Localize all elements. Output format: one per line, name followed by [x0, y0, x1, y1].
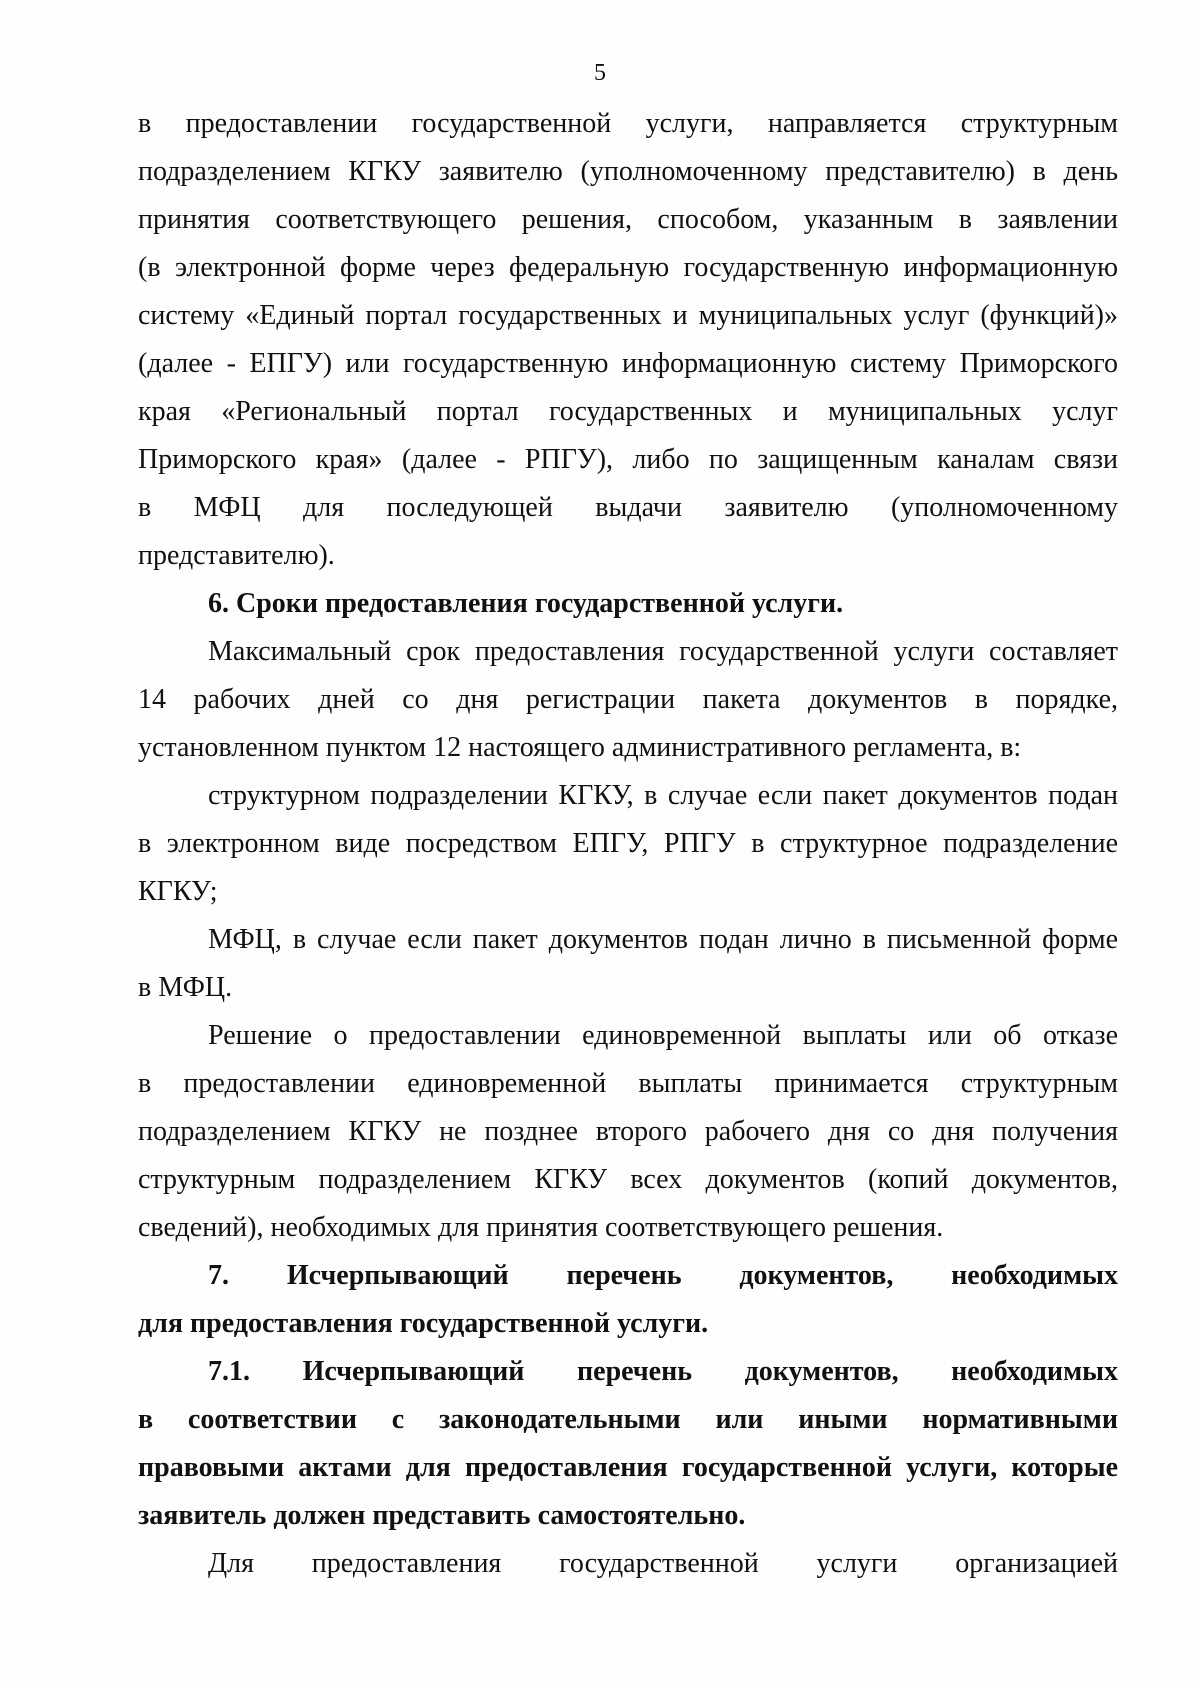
- subsection-heading: заявитель должен представить самостоятельно.: [138, 1500, 746, 1531]
- text-line: (в электронной форме через федеральную государственную информационную: [138, 252, 1118, 283]
- text-line: Решение о предоставлении единовременной выплаты или об отказе: [208, 1020, 1118, 1051]
- text-line: систему «Единый портал государственных и муниципальных услуг (функций)»: [138, 300, 1118, 331]
- section-heading: для предоставления государственной услуги.: [138, 1308, 709, 1339]
- page-number: 5: [594, 60, 606, 86]
- text-line: структурном подразделении КГКУ, в случае если пакет документов подан: [208, 780, 1118, 811]
- text-line: подразделением КГКУ заявителю (уполномоченному представителю) в день: [138, 156, 1118, 187]
- text-line: принятия соответствующего решения, способом, указанным в заявлении: [138, 204, 1118, 235]
- text-line: МФЦ, в случае если пакет документов подан лично в письменной форме: [208, 924, 1118, 955]
- text-line: в МФЦ.: [138, 972, 233, 1003]
- document-body: [138, 100, 1118, 1588]
- text-line: в электронном виде посредством ЕПГУ, РПГУ в структурное подразделение: [138, 828, 1118, 859]
- subsection-heading: правовыми актами для предоставления государственной услуги, которые: [138, 1452, 1118, 1483]
- text-line: в предоставлении единовременной выплаты принимается структурным: [138, 1068, 1118, 1099]
- subsection-heading: в соответствии с законодательными или иными нормативными: [138, 1404, 1118, 1435]
- text-line: Для предоставления государственной услуги организацией: [208, 1548, 1118, 1579]
- text-line: в МФЦ для последующей выдачи заявителю (уполномоченному: [138, 492, 1118, 523]
- text-line: КГКУ;: [138, 876, 218, 907]
- text-line: представителю).: [138, 540, 335, 571]
- section-heading: 7. Исчерпывающий перечень документов, необходимых: [208, 1260, 1118, 1291]
- section-heading: 6. Сроки предоставления государственной услуги.: [208, 588, 844, 619]
- text-line: Приморского края» (далее - РПГУ), либо по защищенным каналам связи: [138, 444, 1118, 475]
- text-line: структурным подразделением КГКУ всех документов (копий документов,: [138, 1164, 1118, 1195]
- subsection-heading: 7.1. Исчерпывающий перечень документов, необходимых: [208, 1356, 1118, 1387]
- text-line: в предоставлении государственной услуги, направляется структурным: [138, 108, 1118, 139]
- text-line: (далее - ЕПГУ) или государственную информационную систему Приморского: [138, 348, 1118, 379]
- text-line: Максимальный срок предоставления государственной услуги составляет: [208, 636, 1118, 667]
- text-line: края «Региональный портал государственных и муниципальных услуг: [138, 396, 1118, 427]
- text-line: установленном пунктом 12 настоящего административного регламента, в:: [138, 732, 1022, 763]
- text-line: 14 рабочих дней со дня регистрации пакета документов в порядке,: [138, 684, 1118, 715]
- text-line: подразделением КГКУ не позднее второго рабочего дня со дня получения: [138, 1116, 1118, 1147]
- text-line: сведений), необходимых для принятия соответствующего решения.: [138, 1212, 944, 1243]
